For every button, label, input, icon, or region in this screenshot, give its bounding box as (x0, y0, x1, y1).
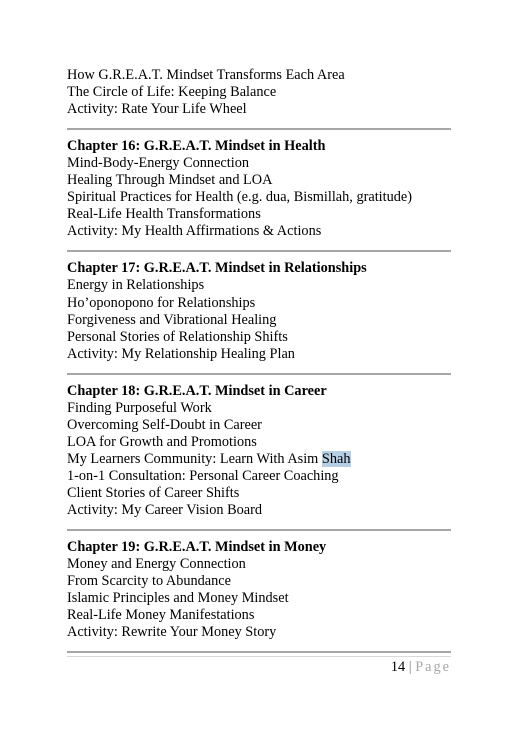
list-item: Money and Energy Connection (67, 556, 246, 573)
list-item: Mind-Body-Energy Connection (67, 155, 249, 172)
list-item: Overcoming Self-Doubt in Career (67, 416, 262, 433)
chapter-18-section (67, 383, 451, 519)
list-item: Activity: My Career Vision Board (67, 502, 263, 519)
chapter-heading: Chapter 17: G.R.E.A.T. Mindset in Relationships (67, 260, 367, 277)
chapter-heading: Chapter 16: G.R.E.A.T. Mindset in Health (67, 138, 326, 155)
section-divider (67, 373, 451, 375)
footer-divider (67, 656, 451, 657)
list-item: The Circle of Life: Keeping Balance (67, 84, 277, 101)
list-item: Client Stories of Career Shifts (67, 484, 240, 501)
chapter-heading: Chapter 18: G.R.E.A.T. Mindset in Career (67, 382, 327, 399)
page-label: Page (415, 659, 451, 675)
list-item: Healing Through Mindset and LOA (67, 172, 273, 189)
chapter-19-section (67, 539, 451, 641)
selected-text-highlight[interactable]: Shah (321, 450, 351, 467)
list-item: Activity: My Health Affirmations & Actions (67, 223, 322, 240)
chapter-heading: Chapter 19: G.R.E.A.T. Mindset in Money (67, 539, 327, 556)
list-item: Forgiveness and Vibrational Healing (67, 311, 277, 328)
footer-separator: | (408, 659, 412, 675)
list-item: Real-Life Money Manifestations (67, 607, 255, 624)
list-item[interactable] (67, 451, 451, 468)
list-item: How G.R.E.A.T. Mindset Transforms Each Area (67, 67, 345, 83)
page-content (67, 67, 451, 661)
list-item: Real-Life Health Transformations (67, 206, 261, 223)
list-item: Activity: My Relationship Healing Plan (67, 345, 295, 362)
chapter-16-section (67, 138, 451, 240)
list-item: Islamic Principles and Money Mindset (67, 590, 289, 607)
list-item: From Scarcity to Abundance (67, 573, 231, 590)
intro-section (67, 67, 451, 118)
section-divider (67, 529, 451, 531)
section-divider (67, 651, 451, 653)
list-item: Activity: Rewrite Your Money Story (67, 624, 277, 641)
list-item: Energy in Relationships (67, 277, 205, 294)
page-number: 14 (390, 659, 406, 675)
list-item: LOA for Growth and Promotions (67, 433, 257, 450)
list-item: Finding Purposeful Work (67, 399, 212, 416)
chapter-17-section (67, 260, 451, 362)
section-divider (67, 250, 451, 252)
page-footer (391, 659, 451, 676)
section-divider (67, 128, 451, 130)
list-item: 1-on-1 Consultation: Personal Career Coaching (67, 467, 339, 484)
list-item: Personal Stories of Relationship Shifts (67, 328, 288, 345)
list-item: Ho’oponopono for Relationships (67, 294, 256, 311)
list-item: Activity: Rate Your Life Wheel (67, 101, 247, 118)
list-item: Spiritual Practices for Health (e.g. dua, Bismillah, gratitude) (67, 189, 413, 206)
list-item-text[interactable]: My Learners Community: Learn With Asim (67, 450, 322, 467)
